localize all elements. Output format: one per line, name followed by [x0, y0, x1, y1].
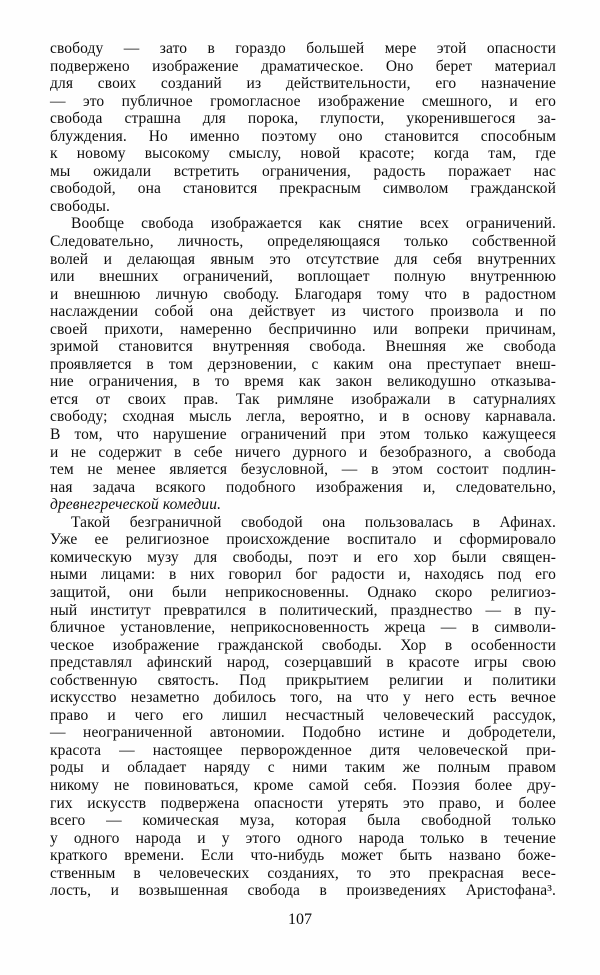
text-line: Следовательно, личность, определяющаяся только собственной	[50, 233, 556, 251]
text-line: ние ограничения, в то время как закон великодушно отказыва-	[50, 373, 556, 391]
text-line: ная задача всякого подобного изображения и, следовательно,	[50, 478, 556, 496]
text-line: и не содержит в себе ничего дурного и безобразного, а свобода	[50, 443, 556, 461]
text-line: для своих созданий из действительности, его назначение	[50, 75, 556, 93]
text-line: бличное установление, неприкосновенность жреца — в символи-	[50, 619, 556, 637]
text-line: — неограниченной автономии. Подобно истине и добродетели,	[50, 724, 556, 742]
text-line: защитой, они были неприкосновенны. Однако скоро религиоз-	[50, 583, 556, 601]
text-line: своей прихоти, намеренно беспричинно или вопреки причинам,	[50, 320, 556, 338]
text-line: представлял афинский народ, созерцавший в красоте игры свою	[50, 654, 556, 672]
text-line: роды и обладает наряду с ними таким же полным правом	[50, 759, 556, 777]
text-line: лость, и возвышенная свобода в произведениях Аристофана³.	[50, 882, 556, 900]
text-line: искусство незаметно добилось того, на что у него есть вечное	[50, 689, 556, 707]
text-line: ется от своих прав. Так римляне изображали в сатурналиях	[50, 390, 556, 408]
text-line: ными лицами: в них говорил бог радости и, находясь под его	[50, 566, 556, 584]
text-line: к новому высокому смыслу, новой красоте; когда там, где	[50, 145, 556, 163]
page-number: 107	[288, 911, 312, 928]
text-line: блуждения. Но именно поэтому оно становится способным	[50, 127, 556, 145]
text-line: и внешнюю личную свободу. Благодаря тому что в радостном	[50, 285, 556, 303]
text-line: свободой, она становится прекрасным символом гражданской	[50, 180, 556, 198]
text-line: Такой безграничной свободой она пользовалась в Афинах.	[71, 513, 556, 531]
text-line: у одного народа и у этого одного народа только в течение	[50, 829, 556, 847]
text-line: или внешних ограничений, воплощает полную внутреннюю	[50, 268, 556, 286]
text-line: подвержено изображение драматическое. Оно берет материал	[50, 57, 556, 75]
text-line: всего — комическая муза, которая была свободной только	[50, 812, 556, 830]
text-line: Вообще свобода изображается как снятие всех ограничений.	[71, 215, 556, 233]
text-line: право и чего его лишил несчастный человеческий рассудок,	[50, 706, 556, 724]
text-line: комическую музу для свободы, поэт и его хор были священ-	[50, 548, 556, 566]
text-line: мы ожидали встретить ограничения, радость поражает нас	[50, 162, 556, 180]
text-line: волей и делающая явным это отсутствие для себя внутренних	[50, 250, 556, 268]
text-line: свобода страшна для порока, глупости, укоренившегося за-	[50, 110, 556, 128]
text-line: собственную святость. Под прикрытием религии и политики	[50, 671, 556, 689]
page-text	[50, 40, 556, 900]
text-line: древнегреческой комедии.	[50, 496, 222, 514]
text-line: никому не повиноваться, кроме самой себя. Поэзия более дру-	[50, 776, 556, 794]
text-line: краткого времени. Если что-нибудь может быть названо боже-	[50, 847, 556, 865]
text-line: красота — настоящее перворожденное дитя человеческой при-	[50, 741, 556, 759]
text-line: гих искусств подвержена опасности утерять это право, и более	[50, 794, 556, 812]
text-line: тем не менее является безусловной, — в этом состоит подлин-	[50, 461, 556, 479]
text-line: В том, что нарушение ограничений при этом только кажущееся	[50, 426, 556, 444]
text-line: наслаждении собой она действует из чистого произвола и по	[50, 303, 556, 321]
text-line: свободу; сходная мысль легла, вероятно, и в основу карнавала.	[50, 408, 556, 426]
text-line: — это публичное громогласное изображение смешного, и его	[50, 92, 556, 110]
text-line: свободу — зато в гораздо большей мере этой опасности	[50, 40, 556, 57]
text-line: ческое изображение гражданской свободы. Хор в особенности	[50, 636, 556, 654]
text-line: свободы.	[50, 197, 111, 215]
text-line: ный институт превратился в политический, празднество — в пу-	[50, 601, 556, 619]
text-line: зримой становится внутренняя свобода. Внешняя же свобода	[50, 338, 556, 356]
text-line: ственным в человеческих созданиях, то это прекрасная весе-	[50, 864, 556, 882]
text-line: проявляется в том дерзновении, с каким она преступает внеш-	[50, 355, 556, 373]
text-line: Уже ее религиозное происхождение воспитало и сформировало	[50, 531, 556, 549]
